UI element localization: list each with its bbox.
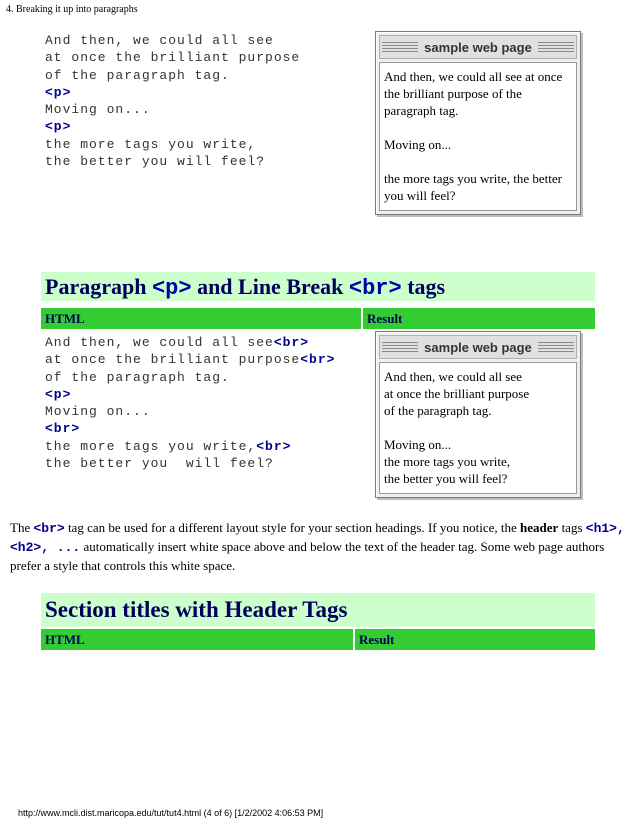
code-line: [45, 153, 300, 170]
column-header-result: Result: [363, 308, 595, 329]
code-line: [45, 420, 335, 437]
code-line: [45, 101, 300, 118]
code-line: [45, 351, 335, 368]
sample-paragraph: the more tags you write, the better you will feel?: [384, 171, 562, 203]
code-text: Moving on...: [45, 404, 151, 420]
sample-line: Moving on...: [384, 437, 452, 452]
code-text: the more tags you write,: [45, 438, 257, 454]
code-line: [45, 136, 300, 153]
titlebar-grip-icon: [538, 42, 574, 52]
code-line: [45, 334, 335, 351]
code-text: the better you will feel?: [45, 154, 266, 170]
code-line: [45, 49, 300, 66]
title-text: tags: [401, 274, 446, 299]
text: tag can be used for a different layout style for your section headings. If you notice, the: [64, 520, 521, 535]
code-text: And then, we could all see: [45, 33, 274, 48]
sample-title-bar: [379, 35, 577, 59]
code-tag: <p>: [45, 84, 72, 100]
sample-web-page-1: [375, 31, 581, 215]
code-tag: <br>: [256, 438, 292, 454]
title-tag-p: <p>: [151, 276, 192, 301]
page-header: 4. Breaking it up into paragraphs: [6, 4, 138, 15]
text: The: [10, 520, 34, 535]
titlebar-grip-icon: [382, 342, 418, 352]
sample-web-page-2: [375, 331, 581, 498]
code-line: [45, 84, 300, 101]
sample-line: the better you will feel?: [384, 471, 508, 486]
code-tag: <br>: [300, 352, 336, 368]
titlebar-grip-icon: [538, 342, 574, 352]
sample-paragraph: And then, we could all see at once the brilliant purpose of the paragraph tag.: [384, 69, 563, 118]
code-line: [45, 438, 335, 455]
sample-title: sample web page: [424, 339, 532, 355]
code-text: of the paragraph tag.: [45, 369, 230, 385]
code-line: [45, 369, 335, 386]
code-line: [45, 32, 300, 49]
code-tag: <br>: [45, 421, 81, 437]
code-line: [45, 67, 300, 84]
code-text: of the paragraph tag.: [45, 67, 230, 83]
sample-line: at once the brilliant purpose: [384, 386, 530, 401]
inline-code-headers: <h1>, <h2>, ...: [10, 521, 625, 555]
code-text: Moving on...: [45, 102, 151, 118]
sample-line: of the paragraph tag.: [384, 403, 492, 418]
section-title-header-tags: Section titles with Header Tags: [41, 593, 595, 627]
body-paragraph: [10, 519, 630, 575]
code-text: the better you will feel?: [45, 456, 274, 472]
code-tag: <br>: [273, 335, 310, 350]
title-text: and Line Break: [191, 274, 349, 299]
code-tag: <p>: [45, 119, 72, 135]
column-header-result: Result: [355, 629, 595, 650]
sample-title: sample web page: [424, 39, 532, 55]
code-line: [45, 455, 335, 472]
code-example-linebreak: [45, 334, 335, 472]
title-tag-br: <br>: [348, 276, 402, 301]
column-header-html: HTML: [41, 308, 361, 329]
text: tags: [558, 520, 586, 535]
sample-content: [379, 62, 577, 211]
titlebar-grip-icon: [382, 42, 418, 52]
code-line: [45, 403, 335, 420]
table-header-row: [41, 629, 595, 650]
sample-title-bar: [379, 335, 577, 359]
sample-paragraph: Moving on...: [384, 137, 452, 152]
code-line: [45, 386, 335, 403]
code-tag: <p>: [45, 386, 72, 402]
table-header-row: [41, 308, 595, 329]
text: automatically insert white space above and below the text of the header tag. Some web page authors prefer a style that controls this white space.: [10, 539, 605, 573]
title-text: Paragraph: [45, 274, 152, 299]
code-text: at once the brilliant purpose: [45, 352, 301, 368]
column-header-html: HTML: [41, 629, 353, 650]
sample-line: the more tags you write,: [384, 454, 510, 469]
inline-code-br: <br>: [33, 521, 65, 536]
code-text: And then, we could all see: [45, 335, 274, 350]
sample-content: [379, 362, 577, 494]
page-footer: http://www.mcli.dist.maricopa.edu/tut/tut4.html (4 of 6) [1/2/2002 4:06:53 PM]: [18, 808, 324, 818]
code-text: at once the brilliant purpose: [45, 50, 301, 66]
sample-line: And then, we could all see: [384, 369, 522, 384]
code-text: the more tags you write,: [45, 136, 257, 152]
section-title-paragraph-linebreak: [41, 272, 595, 301]
code-line: [45, 118, 300, 135]
bold-text: header: [520, 520, 559, 535]
code-example-paragraph: [45, 32, 300, 170]
